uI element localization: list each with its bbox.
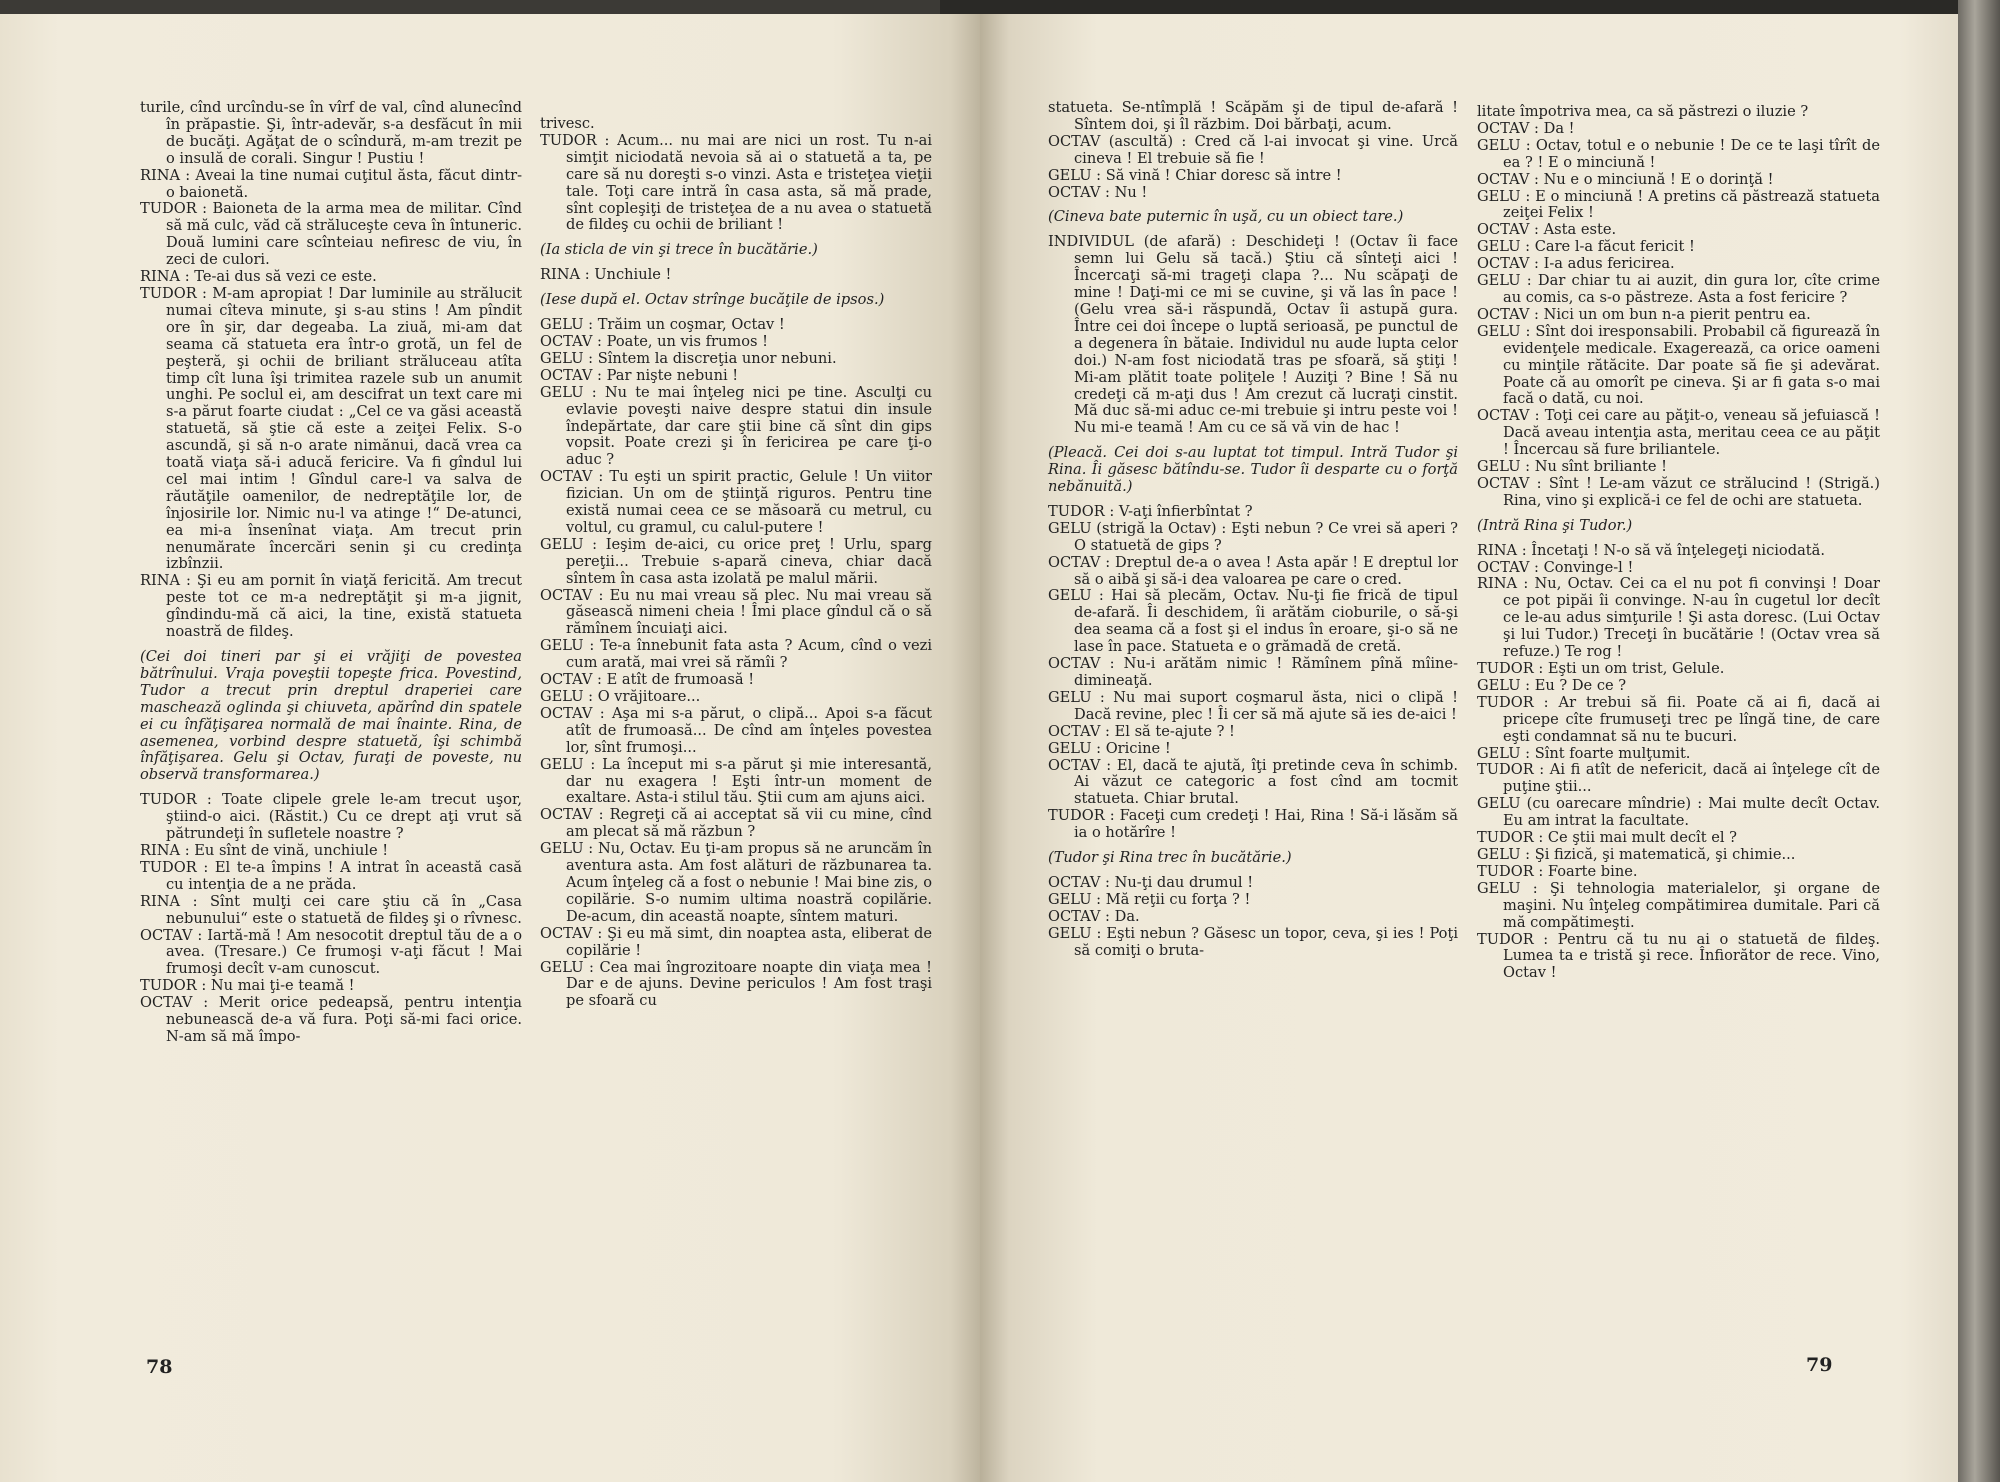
dialogue-line: TUDOR : Ar trebui să fii. Poate că ai fi, dacă ai pricepe cîte frumuseţi trec pe lîngă tine, de care eşti condamnat să nu te bucuri. xyxy=(1477,693,1880,745)
dialogue-line: GELU : Să vină ! Chiar doresc să intre ! xyxy=(1048,166,1342,184)
dialogue-line: TUDOR : Baioneta de la arma mea de militar. Cînd să mă culc, văd că străluceşte ceva în întuneric. Două lumini care scînteiau nefiresc de viu, în zeci de culori. xyxy=(140,200,522,269)
dialogue-line: RINA : Încetaţi ! N-o să vă înţelegeţi niciodată. xyxy=(1477,541,1825,559)
stage-direction: (Ia sticla de vin şi trece în bucătărie.) xyxy=(540,241,818,259)
dialogue-line: TUDOR : V-aţi înfierbîntat ? xyxy=(1048,502,1253,520)
stage-direction: (Tudor şi Rina trec în bucătărie.) xyxy=(1048,849,1292,867)
dialogue-line: GELU : Eşti nebun ? Găsesc un topor, ceva, şi ies ! Poţi să comiţi o bruta- xyxy=(1048,924,1458,959)
left-page-column-1 xyxy=(140,100,522,1046)
book-cover-edge xyxy=(1958,0,2000,1482)
dialogue-line: OCTAV : Şi eu mă simt, din noaptea asta, eliberat de copilărie ! xyxy=(540,924,932,959)
dialogue-line: OCTAV : Toţi cei care au păţit-o, veneau să jefuiască ! Dacă aveau intenţia asta, meritau ceea ce au păţit ! Încercau să fure briliantele. xyxy=(1477,407,1880,459)
dialogue-line: INDIVIDUL (de afară) : Deschideţi ! (Octav îi face semn lui Gelu să tacă.) Ştiu că sînteţi aici ! Încercaţi să-mi trageţi clapa ?... Nu scăpaţi de mine ! Daţi-mi ce mi se cuvine, şi vă las în pace ! (Gelu vrea să-i răspundă, Octav îi astupă gura. Între cei doi începe o luptă serioasă, pe punctul de a degenera în bătaie. Individul nu aude lupta celor doi.) N-am fost niciodată tras pe sfoară, să ştiţi ! Mi-am plătit toate poliţele ! Auziţi ? Bine ! Să nu credeţi că m-aţi dus ! Am crezut că lucraţi cinstit. Mă duc să-mi aduc ce-mi trebuie şi intru peste voi ! Nu mi-e teamă ! Am cu ce să vă vin de hac ! xyxy=(1048,233,1458,437)
dialogue-line: OCTAV : Dreptul de-a o avea ! Asta apăr ! E dreptul lor să o aibă şi să-i dea valoarea pe care o cred. xyxy=(1048,553,1458,588)
dialogue-line: GELU : Şi fizică, şi matematică, şi chimie... xyxy=(1477,845,1796,863)
stage-direction: (Cineva bate puternic în uşă, cu un obiect tare.) xyxy=(1048,208,1404,226)
dialogue-line: OCTAV : Nu e o minciună ! E o dorinţă ! xyxy=(1477,170,1774,188)
dialogue-line: TUDOR : Eşti un om trist, Gelule. xyxy=(1477,660,1725,677)
dialogue-line: RINA : Te-ai dus să vezi ce este. xyxy=(140,268,377,286)
dialogue-line: OCTAV : Convinge-l ! xyxy=(1477,558,1634,576)
dialogue-line: OCTAV : El să te-ajute ? ! xyxy=(1048,722,1235,740)
stage-direction: (Intră Rina şi Tudor.) xyxy=(1477,516,1633,534)
stage-direction: (Cei doi tineri par şi ei vrăjiţi de povestea bătrînului. Vraja poveştii topeşte frica. Povestind, Tudor a trecut prin dreptul draperiei care maschează oglinda şi chiuveta, apărînd din spatele ei cu înfăţişarea normală de mai înainte. Rina, de asemenea, vorbind despre statuetă, îşi schimbă înfăţişarea. Gelu şi Octav, furaţi de poveste, nu observă transformarea.) xyxy=(140,648,522,784)
dialogue-line: turile, cînd urcîndu-se în vîrf de val, cînd alunecînd în prăpastie. Şi, într-adevăr, s-a desfăcut în mii de bucăţi. Agăţat de o scîndură, m-am trezit pe o insulă de corali. Singur ! Pustiu ! xyxy=(140,99,522,167)
page-number-left: 78 xyxy=(146,1356,173,1378)
dialogue-line: OCTAV : Sînt ! Le-am văzut ce strălucind ! (Strigă.) Rina, vino şi explică-i ce fel de ochi are statueta. xyxy=(1477,474,1880,509)
dialogue-line: OCTAV : Poate, un vis frumos ! xyxy=(540,332,768,350)
right-page xyxy=(980,14,1958,1482)
dialogue-line: RINA : Aveai la tine numai cuţitul ăsta, făcut dintr-o baionetă. xyxy=(140,166,522,201)
dialogue-line: GELU : Dar chiar tu ai auzit, din gura lor, cîte crime au comis, ca s-o păstreze. Asta a fost fericire ? xyxy=(1477,272,1880,306)
top-edge xyxy=(940,0,2000,14)
dialogue-line: RINA : Eu sînt de vină, unchiule ! xyxy=(140,841,389,859)
dialogue-line: TUDOR : Ce ştii mai mult decît el ? xyxy=(1477,829,1737,847)
dialogue-line: TUDOR : El te-a împins ! A intrat în această casă cu intenţia de a ne prăda. xyxy=(140,858,522,893)
dialogue-line: GELU : Octav, totul e o nebunie ! De ce te laşi tîrît de ea ? ! E o minciună ! xyxy=(1477,136,1880,171)
dialogue-line: OCTAV : Iartă-mă ! Am nesocotit dreptul tău de a o avea. (Tresare.) Ce frumoşi v-aţi făcut ! Mai frumoşi decît v-am cunoscut. xyxy=(140,926,522,978)
right-page-column-1 xyxy=(1048,100,1458,960)
left-page xyxy=(0,14,980,1482)
dialogue-line: TUDOR : Ai fi atît de nefericit, dacă ai înţelege cît de puţine ştii... xyxy=(1477,761,1880,796)
dialogue-line: OCTAV : El, dacă te ajută, îţi pretinde ceva în schimb. Ai văzut ce categoric a fost cînd am tocmit statueta. Chiar brutal. xyxy=(1048,756,1458,808)
dialogue-line: OCTAV (ascultă) : Cred că l-ai invocat şi vine. Urcă cineva ! El trebuie să fie ! xyxy=(1048,132,1458,167)
dialogue-line: RINA : Sînt mulţi cei care ştiu că în „Casa nebunului“ este o statuetă de fildeş şi o rîvnesc. xyxy=(140,892,522,927)
dialogue-line: OCTAV : I-a adus fericirea. xyxy=(1477,255,1675,273)
dialogue-line: OCTAV : Eu nu mai vreau să plec. Nu mai vreau să găsească nimeni cheia ! Îmi place gîndul că o să rămînem încuiaţi aici. xyxy=(540,586,932,638)
dialogue-line: TUDOR : Toate clipele grele le-am trecut uşor, ştiind-o aici. (Răstit.) Cu ce drept aţi vrut să pătrundeţi în sufletele noastre ? xyxy=(140,791,522,843)
stage-direction: (Iese după el. Octav strînge bucăţile de ipsos.) xyxy=(540,291,885,309)
dialogue-line: GELU (cu oarecare mîndrie) : Mai multe decît Octav. Eu am intrat la facultate. xyxy=(1477,795,1880,830)
dialogue-line: OCTAV : Nici un om bun n-a pierit pentru ea. xyxy=(1477,305,1811,323)
dialogue-line: GELU : Nu mai suport coşmarul ăsta, nici o clipă ! Dacă revine, plec ! Îi cer să mă ajute să ies de-aici ! xyxy=(1048,688,1458,723)
dialogue-line: GELU : Nu sînt briliante ! xyxy=(1477,458,1667,476)
dialogue-line: OCTAV : Aşa mi s-a părut, o clipă... Apoi s-a făcut atît de frumoasă... De cînd am înţeles povestea lor, sînt frumoşi... xyxy=(540,704,932,756)
dialogue-line: GELU : La început mi s-a părut şi mie interesantă, dar nu exagera ! Eşti într-un moment de exaltare. Asta-i stilul tău. Ştii cum am ajuns aici. xyxy=(540,755,932,807)
dialogue-line: TUDOR : Nu mai ţi-e teamă ! xyxy=(140,977,355,995)
dialogue-line: RINA : Şi eu am pornit în viaţă fericită. Am trecut peste tot ce m-a nedreptăţit şi m-a jignit, gîndindu-mă că aici, la tine, există statueta noastră de fildeş. xyxy=(140,572,522,641)
dialogue-line: GELU : Ieşim de-aici, cu orice preţ ! Urlu, sparg pereţii... Trebuie s-apară cineva, chiar dacă sîntem în casa asta izolată pe malul mării. xyxy=(540,535,932,587)
right-page-column-2 xyxy=(1477,104,1880,982)
page-number-right: 79 xyxy=(1806,1354,1833,1376)
dialogue-line: GELU : Te-a înnebunit fata asta ? Acum, cînd o vezi cum arată, mai vrei să rămîi ? xyxy=(540,637,932,672)
dialogue-line: OCTAV : Nu-i arătăm nimic ! Rămînem pînă mîine-dimineaţă. xyxy=(1048,655,1458,689)
dialogue-line: GELU : Mă reţii cu forţa ? ! xyxy=(1048,890,1251,908)
dialogue-line: GELU : E o minciună ! A pretins că păstrează statueta zeiţei Felix ! xyxy=(1477,187,1880,222)
dialogue-line: OCTAV : Merit orice pedeapsă, pentru intenţia nebunească de-a vă fura. Poţi să-mi faci orice. N-am să mă împo- xyxy=(140,994,522,1045)
dialogue-line: OCTAV : Nu ! xyxy=(1048,183,1148,201)
dialogue-line: trivesc. xyxy=(540,115,595,132)
dialogue-line: OCTAV : Regreţi că ai acceptat să vii cu mine, cînd am plecat să mă răzbun ? xyxy=(540,806,932,841)
dialogue-line: GELU (strigă la Octav) : Eşti nebun ? Ce vrei să aperi ? O statuetă de gips ? xyxy=(1048,519,1458,554)
dialogue-line: RINA : Unchiule ! xyxy=(540,266,672,284)
dialogue-line: RINA : Nu, Octav. Cei ca el nu pot fi convinşi ! Doar ce pot pipăi îi convinge. N-au în cugetul lor decît ce le-au adus simţurile ! Şi asta doresc. (Lui Octav şi lui Tudor.) Treceţi în bucătărie ! (Octav vrea să refuze.) Te rog ! xyxy=(1477,575,1880,661)
dialogue-line: GELU : Nu, Octav. Eu ţi-am propus să ne aruncăm în aventura asta. Am fost alături de răzbunarea ta. Acum înţeleg că a fost o nebunie ! Mai bine zis, o copilărie. S-o numim ultima noastră copilărie. De-acum, din această noapte, sîntem maturi. xyxy=(540,840,932,925)
dialogue-line: TUDOR : Foarte bine. xyxy=(1477,862,1638,880)
dialogue-line: GELU : Cea mai îngrozitoare noapte din viaţa mea ! Dar e de ajuns. Devine periculos ! Am fost traşi pe sfoară cu xyxy=(540,958,932,1010)
dialogue-line: OCTAV : Tu eşti un spirit practic, Gelule ! Un viitor fizician. Un om de ştiinţă riguros. Pentru tine există numai ceea ce se măsoară cu metrul, cu voltul, cu gramul, cu calul-putere ! xyxy=(540,468,932,536)
dialogue-line: GELU : Şi tehnologia materialelor, şi organe de maşini. Nu înţeleg compătimirea dumitale. Pari că mă compătimeşti. xyxy=(1477,879,1880,931)
dialogue-line: GELU : Eu ? De ce ? xyxy=(1477,676,1627,694)
stage-direction: (Pleacă. Cei doi s-au luptat tot timpul. Intră Tudor şi Rina. Îi găsesc bătîndu-se. Tudor îi desparte cu o forţă nebănuită.) xyxy=(1048,444,1458,496)
dialogue-line: GELU : Sînt foarte mulţumit. xyxy=(1477,744,1691,762)
dialogue-line: GELU : Nu te mai înţeleg nici pe tine. Asculţi cu evlavie poveşti naive despre statui din insule îndepărtate, dar care ştii bine că sînt din gips vopsit. Poate crezi şi în fericirea pe care ţi-o aduc ? xyxy=(540,383,932,469)
dialogue-line: GELU : Care l-a făcut fericit ! xyxy=(1477,238,1695,256)
dialogue-line: GELU : O vrăjitoare... xyxy=(540,688,701,705)
dialogue-line: GELU : Sînt doi iresponsabili. Probabil că figurează în evidenţele medicale. Exagerează, ca orice oameni cu minţile rătăcite. Dar poate să fie şi adevărat. Poate că au omorît pe cineva. Şi ar fi gata s-o mai facă o dată, cu noi. xyxy=(1477,322,1880,408)
left-page-column-2 xyxy=(540,116,932,1010)
dialogue-line: OCTAV : Par nişte nebuni ! xyxy=(540,366,739,384)
dialogue-line: TUDOR : Pentru că tu nu ai o statuetă de fildeş. Lumea ta e tristă şi rece. Înfiorător de rece. Vino, Octav ! xyxy=(1477,930,1880,982)
dialogue-line: GELU : Hai să plecăm, Octav. Nu-ţi fie frică de tipul de-afară. Îi deschidem, îi arătăm cioburile, o să-şi dea seama că a fost şi el indus în eroare, şi-o să ne lase în pace. Statueta e o grămadă de cretă. xyxy=(1048,587,1458,656)
dialogue-line: OCTAV : Da. xyxy=(1048,907,1140,925)
dialogue-line: TUDOR : M-am apropiat ! Dar luminile au strălucit numai cîteva minute, şi s-au stins ! Am pîndit ore în şir, dar degeaba. La ziuă, mi-am dat seama că statueta era într-o grotă, un fel de peşteră, şi ochii de briliant străluceau atîta timp cît luna îşi trimitea razele sub un anumit unghi. Pe soclul ei, am descifrat un text care mi s-a părut foarte ciudat : „Cel ce va găsi această statuetă, să ştie că este a zeiţei Felix. S-o ascundă, şi să n-o arate nimănui, dacă vrea ca toată viaţa să-i aducă fericire. Va fi gîndul lui cel mai intim ! Gîndul care-l va salva de răutăţile oamenilor, de nedreptăţile lor, de înjosirile lor. Nimic nu-l va atinge !“ De-atunci, ea mi-a însenînat viaţa. Am trecut prin nenumărate încercări senin şi cu credinţa izbînzii. xyxy=(140,284,522,573)
dialogue-line: GELU : Trăim un coşmar, Octav ! xyxy=(540,316,785,334)
dialogue-line: litate împotriva mea, ca să păstrezi o iluzie ? xyxy=(1477,103,1809,120)
dialogue-line: GELU : Oricine ! xyxy=(1048,739,1171,757)
dialogue-line: OCTAV : E atît de frumoasă ! xyxy=(540,671,755,689)
dialogue-line: GELU : Sîntem la discreţia unor nebuni. xyxy=(540,349,837,367)
dialogue-line: TUDOR : Acum... nu mai are nici un rost. Tu n-ai simţit niciodată nevoia să ai o statuetă a ta, pe care să nu doreşti s-o vinzi. Asta e tristeţea vieţii tale. Toţi care intră în casa asta, să mă prade, sînt copleşiţi de tristeţea de a nu avea o statuetă de fildeş cu ochii de briliant ! xyxy=(540,131,932,234)
dialogue-line: TUDOR : Faceţi cum credeţi ! Hai, Rina ! Să-i lăsăm să ia o hotărîre ! xyxy=(1048,807,1458,842)
dialogue-line: OCTAV : Nu-ţi dau drumul ! xyxy=(1048,873,1254,891)
dialogue-line: statueta. Se-ntîmplă ! Scăpăm şi de tipul de-afară ! Sîntem doi, şi îl răzbim. Doi bărbaţi, acum. xyxy=(1048,99,1458,133)
dialogue-line: OCTAV : Da ! xyxy=(1477,119,1575,137)
dialogue-line: OCTAV : Asta este. xyxy=(1477,221,1617,239)
